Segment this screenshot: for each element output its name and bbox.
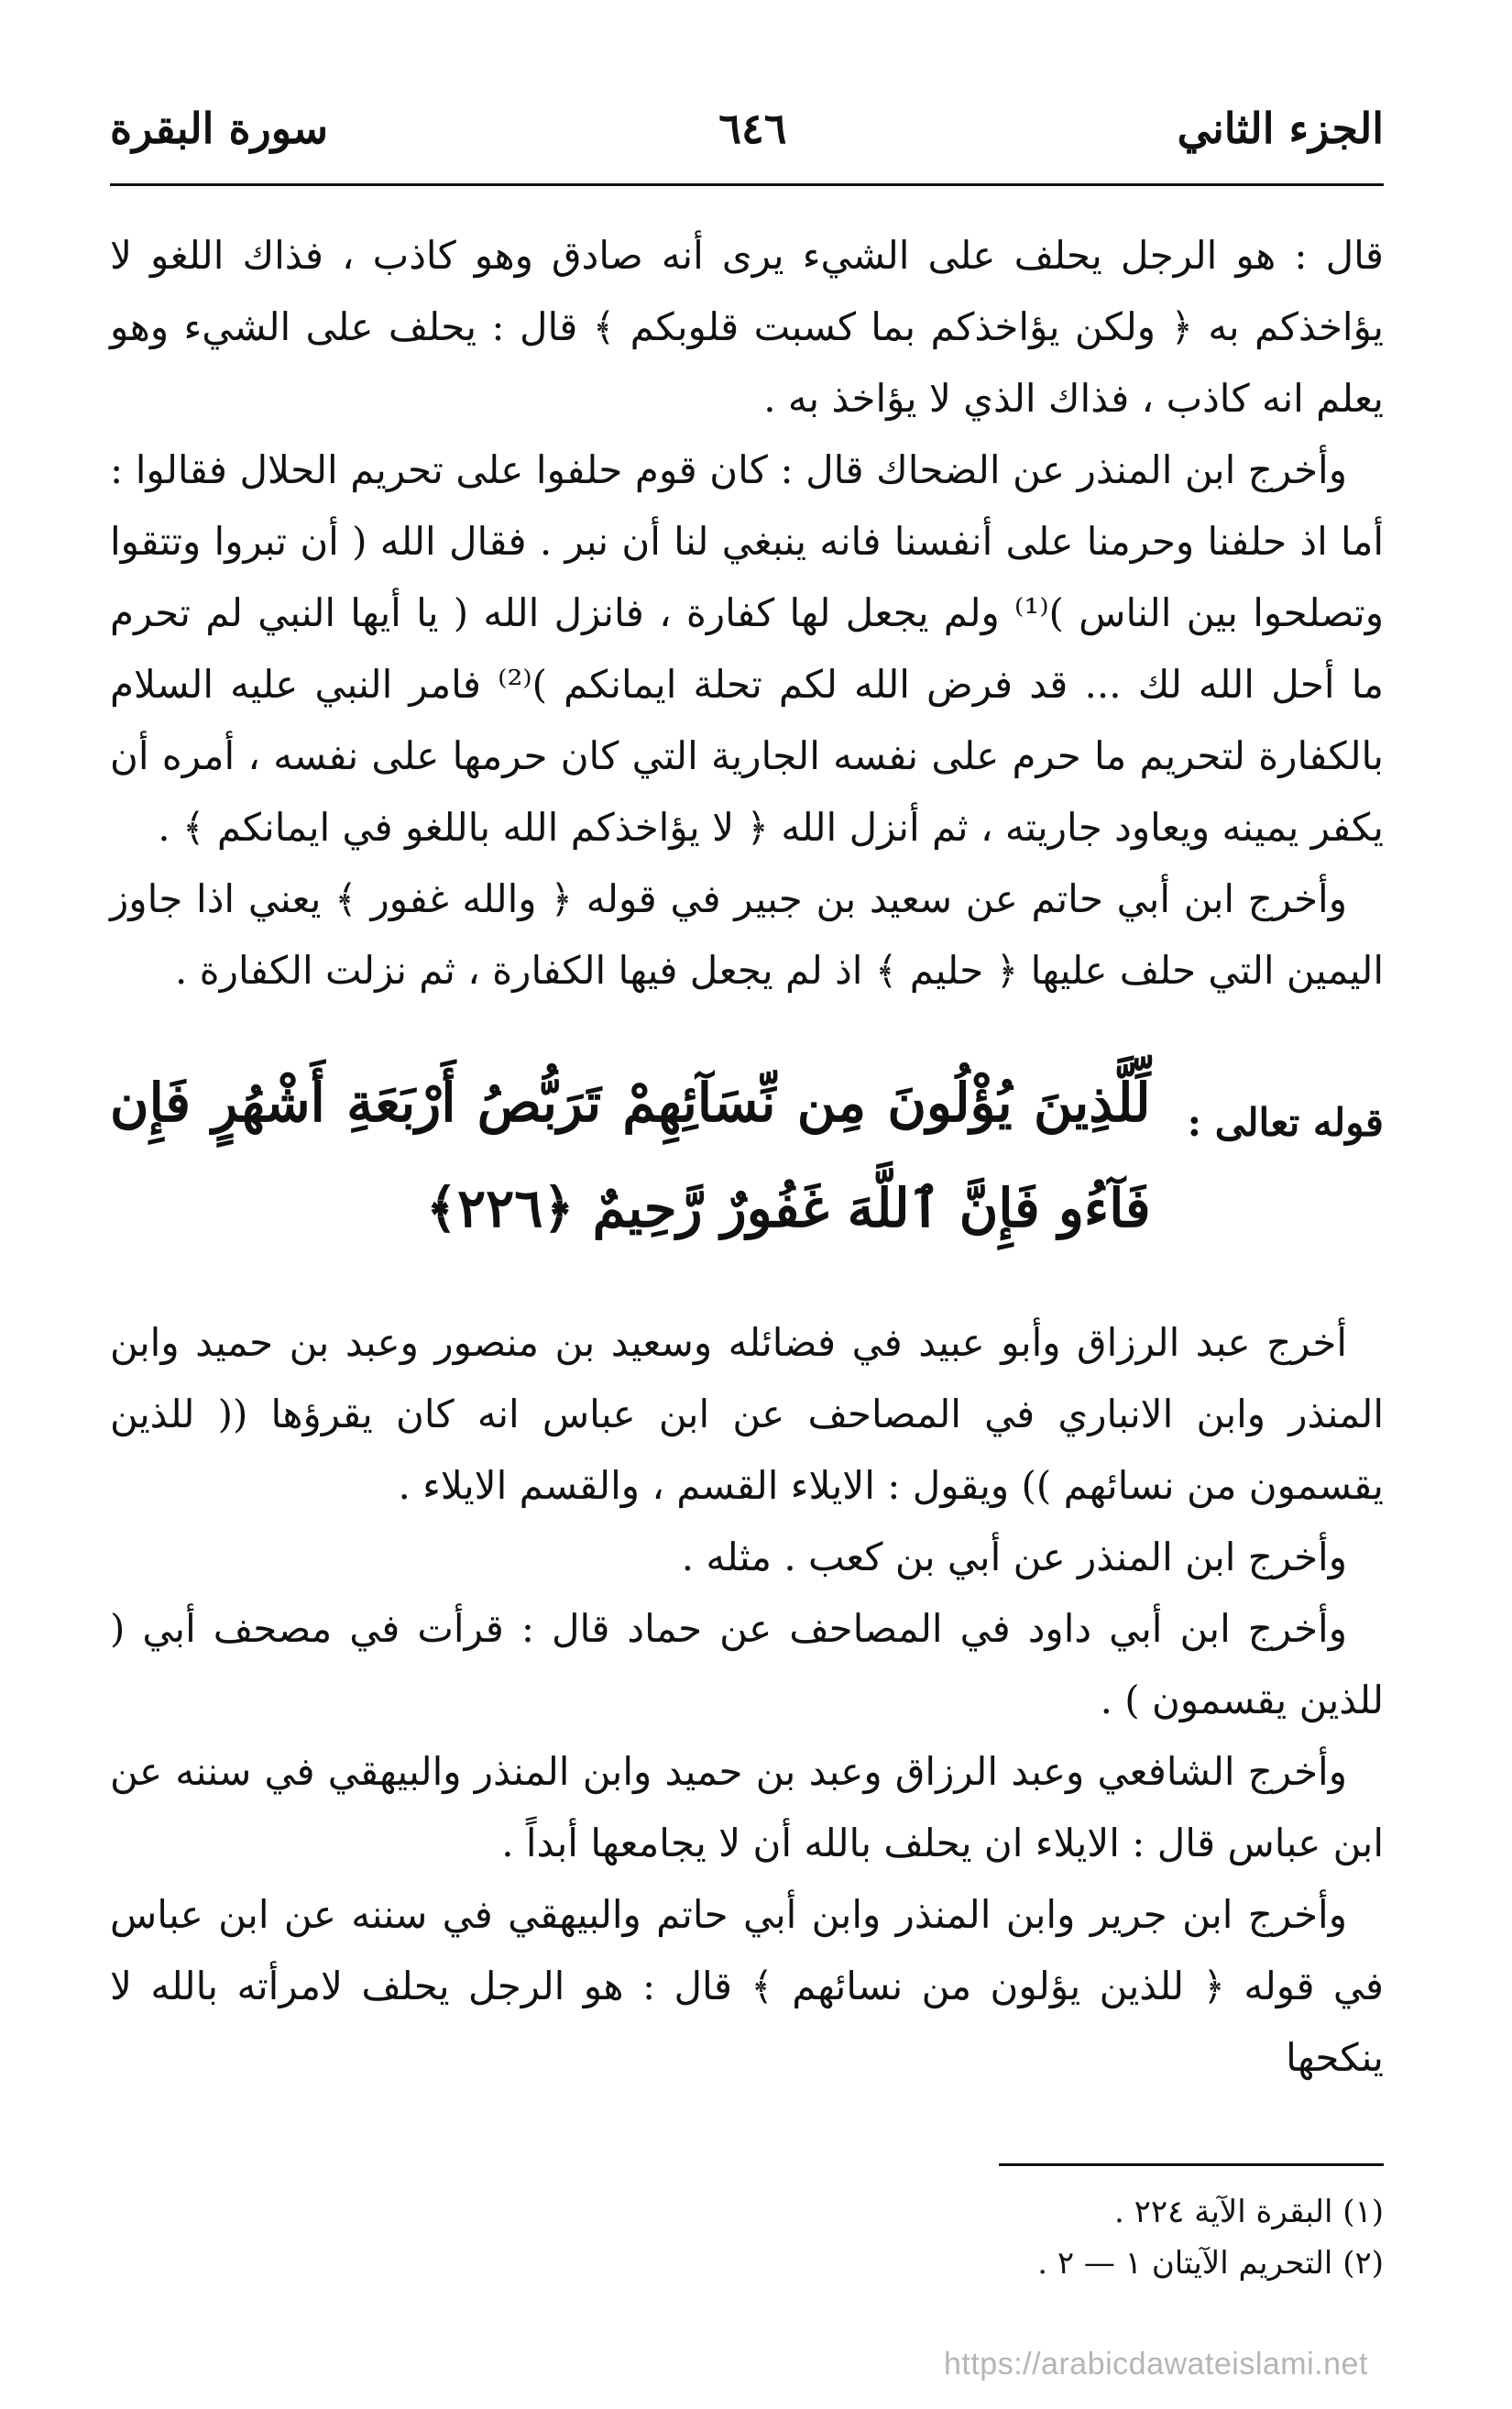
footnotes [641, 2186, 1384, 2289]
main-text [110, 220, 1384, 2094]
paragraph-5: وأخرج ابن المنذر عن أبي بن كعب . مثله . [681, 1534, 1347, 1579]
paragraph-6: وأخرج ابن أبي داود في المصاحف عن حماد قال : قرأت في مصحف أبي ( للذين يقسمون ) . [110, 1606, 1384, 1722]
footnote-divider [999, 2163, 1384, 2166]
part-title: الجزء الثاني [1177, 104, 1384, 153]
surah-title: سورة البقرة [110, 104, 329, 153]
paragraph-4: أخرج عبد الرزاق وأبو عبيد في فضائله وسعيد بن منصور وعبد بن حميد وابن المنذر وابن الانباري في المصاحف عن ابن عباس انه كان يقرؤها (( للذين يقسمون من نسائهم )) ويقول : الايلاء القسم ، والقسم الايلاء . [110, 1320, 1384, 1508]
page-number: ٦٤٦ [718, 104, 787, 153]
header-divider [110, 183, 1384, 186]
paragraph-2: وأخرج ابن المنذر عن الضحاك قال : كان قوم حلفوا على تحريم الحلال فقالوا : أما اذ حلفنا وحرمنا على أنفسنا فانه ينبغي لنا أن نبر . فقال الله ( أن تبروا وتتقوا وتصلحوا بين الناس )⁽¹⁾ ولم يجعل لها كفارة ، فانزل الله ( يا أيها النبي لم تحرم ما أحل الله لك ... قد فرض الله لكم تحلة ايمانكم )⁽²⁾ فامر النبي عليه السلام بالكفارة لتحريم ما حرم على نفسه الجارية التي كان حرمها على نفسه ، أمره أن يكفر يمينه ويعاود جاريته ، ثم أنزل الله ﴿ لا يؤاخذكم الله باللغو في ايمانكم ﴾ . [110, 447, 1385, 850]
footnote-2: (٢) التحريم الآيتان ١ — ٢ . [1037, 2245, 1384, 2282]
running-header [110, 87, 1384, 170]
paragraph-8: وأخرج ابن جرير وابن المنذر وابن أبي حاتم والبيهقي في سننه عن ابن عباس في قوله ﴿ للذين يؤلون من نسائهم ﴾ قال : هو الرجل يحلف لامرأته بالله لا ينكحها [110, 1892, 1384, 2080]
quran-verse: لِّلَّذِينَ يُؤْلُونَ مِن نِّسَآئِهِمْ تَرَبُّصُ أَرْبَعَةِ أَشْهُرٍ فَإِن فَآءُو فَإِنَّ ٱللَّهَ غَفُورٌ رَّحِيمٌ ﴿٢٢٦﴾ [110, 1072, 1151, 1239]
paragraph-1: قال : هو الرجل يحلف على الشيء يرى أنه صادق وهو كاذب ، فذاك اللغو لا يؤاخذكم به ﴿ ولكن يؤاخذكم بما كسبت قلوبكم ﴾ قال : يحلف على الشيء وهو يعلم انه كاذب ، فذاك الذي لا يؤاخذ به . [110, 233, 1384, 421]
footnote-1: (١) البقرة الآية ٢٢٤ . [1113, 2194, 1384, 2230]
watermark-url: https://arabicdawateislami.net [944, 2347, 1368, 2382]
paragraph-3: وأخرج ابن أبي حاتم عن سعيد بن جبير في قوله ﴿ والله غفور ﴾ يعني اذا جاوز اليمين التي حلف عليها ﴿ حليم ﴾ اذ لم يجعل فيها الكفارة ، ثم نزلت الكفارة . [110, 876, 1384, 993]
verse-label: قوله تعالى : [1187, 1100, 1384, 1145]
quran-verse-block [110, 1050, 1384, 1261]
paragraph-7: وأخرج الشافعي وعبد الرزاق وعبد بن حميد وابن المنذر والبيهقي في سننه عن ابن عباس قال : الايلاء ان يحلف بالله أن لا يجامعها أبداً . [110, 1749, 1384, 1865]
